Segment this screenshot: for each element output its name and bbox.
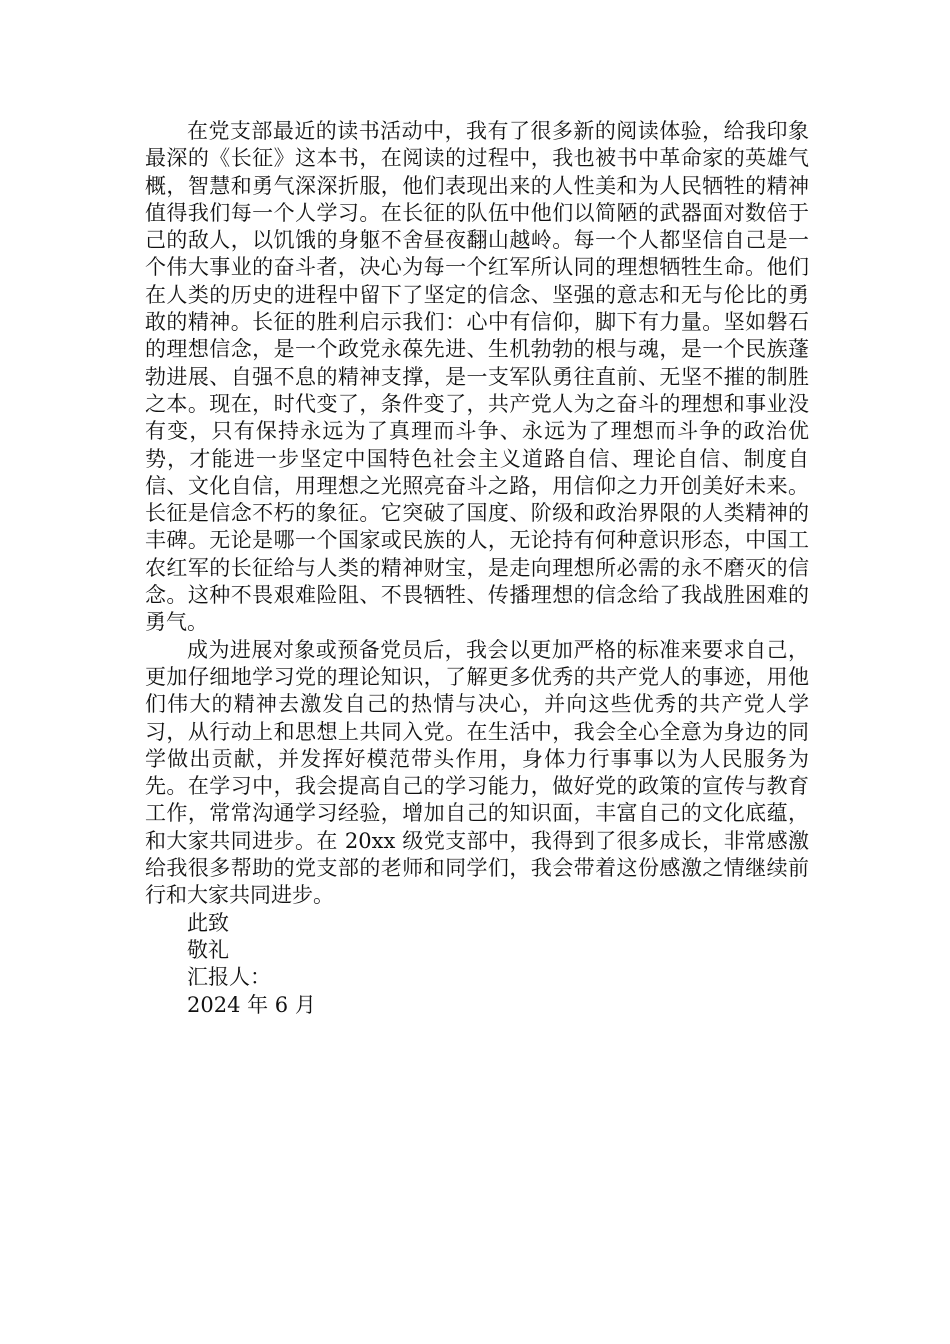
document-body bbox=[145, 118, 809, 1019]
reporter-line: 汇报人： bbox=[187, 965, 271, 990]
closing-salutation-2: 敬礼 bbox=[187, 937, 229, 962]
paragraph-reading-reflection: 在党支部最近的读书活动中，我有了很多新的阅读体验，给我印象最深的《长征》这本书，在阅读的过程中，我也被书中革命家的英雄气概，智慧和勇气深深折服，他们表现出来的人性美和为人民牺牲的精神值得我们每一个人学习。在长征的队伍中他们以简陋的武器面对数倍于己的敌人，以饥饿的身躯不舍昼夜翻山越岭。每一个人都坚信自己是一个伟大事业的奋斗者，决心为每一个红军所认同的理想牺牲生命。他们在人类的历史的进程中留下了坚定的信念、坚强的意志和无与伦比的勇敢的精神。长征的胜利启示我们：心中有信仰，脚下有力量。坚如磐石的理想信念，是一个政党永葆先进、生机勃勃的根与魂，是一个民族蓬勃进展、自强不息的精神支撑，是一支军队勇往直前、无坚不摧的制胜之本。现在，时代变了，条件变了，共产党人为之奋斗的理想和事业没有变，只有保持永远为了真理而斗争、永远为了理想而斗争的政治优势，才能进一步坚定中国特色社会主义道路自信、理论自信、制度自信、文化自信，用理想之光照亮奋斗之路，用信仰之力开创美好未来。长征是信念不朽的象征。它突破了国度、阶级和政治界限的人类精神的丰碑。无论是哪一个国家或民族的人，无论持有何种意识形态，中国工农红军的长征给与人类的精神财宝，是走向理想所必需的永不磨灭的信念。这种不畏艰难险阻、不畏牺牲、传播理想的信念给了我战胜困难的勇气。 bbox=[145, 119, 809, 635]
date-line: 2024 年 6 月 bbox=[187, 992, 316, 1017]
closing-salutation-1: 此致 bbox=[187, 910, 229, 935]
paragraph-commitment: 成为进展对象或预备党员后，我会以更加严格的标准来要求自己，更加仔细地学习党的理论知识，了解更多优秀的共产党人的事迹，用他们伟大的精神去激发自己的热情与决心，并向这些优秀的共产党人学习，从行动上和思想上共同入党。在生活中，我会全心全意为身边的同学做出贡献，并发挥好模范带头作用，身体力行事事以为人民服务为先。在学习中，我会提高自己的学习能力，做好党的政策的宣传与教育工作，常常沟通学习经验，增加自己的知识面，丰富自己的文化底蕴，和大家共同进步。在 20xx 级党支部中，我得到了很多成长，非常感激给我很多帮助的党支部的老师和同学们，我会带着这份感激之情继续前行和大家共同进步。 bbox=[145, 637, 809, 908]
